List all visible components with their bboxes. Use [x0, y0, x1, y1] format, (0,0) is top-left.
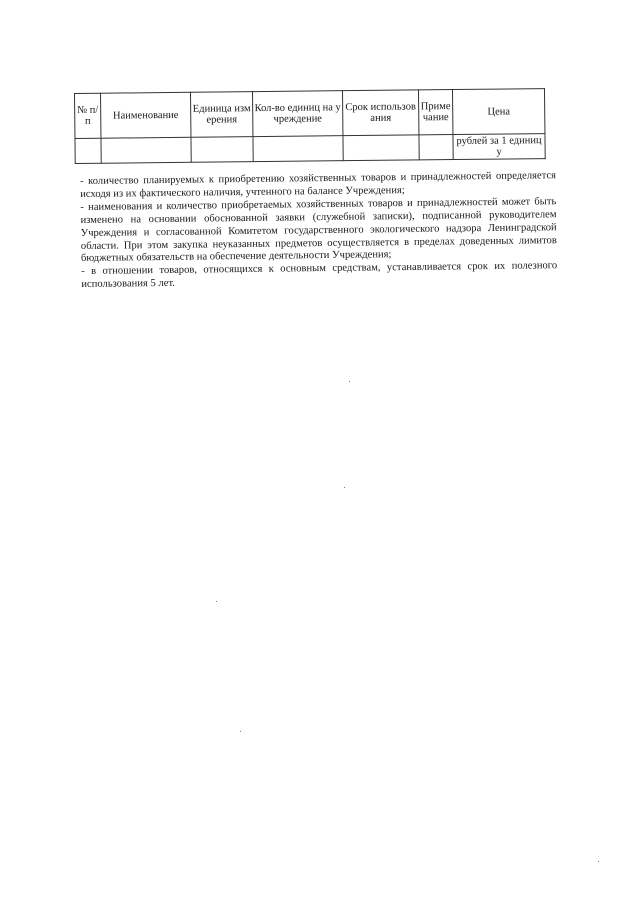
table-cell [419, 135, 453, 160]
header-term: Срок использования [342, 90, 418, 136]
header-price: Цена [452, 89, 544, 135]
table-row [75, 134, 545, 164]
paragraph-change-rule: - наименования и количество приобретаемых хозяйственных товаров и принадлежностей может быть изменено на основании обоснованной заявки (служебной записки), подписанной руководителем Учреждения и согласованной Комитетом государственного экологического надзора Ленинградской области. При этом закупка неуказанных предметов осуществляется в пределах доведенных лимитов бюджетных обязательств на обеспечение деятельности Учреждения; [80, 195, 557, 265]
goods-table [74, 88, 546, 164]
table-cell [253, 136, 343, 162]
scan-speck [598, 861, 599, 862]
body-text [80, 170, 557, 292]
table-cell [191, 137, 253, 163]
scan-speck [349, 381, 350, 382]
header-quantity: Кол-во единиц на учреждение [252, 91, 342, 137]
scan-speck [344, 487, 345, 488]
scan-speck [216, 601, 217, 602]
header-number: № п/п [75, 93, 101, 138]
table-header-row [75, 89, 545, 139]
table-cell [75, 138, 101, 163]
header-unit: Единица измерения [190, 92, 252, 138]
header-note: Примечание [418, 90, 452, 135]
table-cell [101, 137, 191, 163]
table-cell [343, 135, 419, 161]
header-name: Наименование [101, 92, 191, 138]
paragraph-fixed-assets-rule: - в отношении товаров, относящихся к основным средствам, устанавливается срок их полезного использования 5 лет. [81, 260, 558, 291]
scan-speck [240, 731, 241, 732]
table-cell-price-unit: рублей за 1 единицу [453, 134, 545, 160]
paragraph-quantity-rule: - количество планируемых к приобретению хозяйственных товаров и принадлежностей определяется исходя из их фактического наличия, учтенного на балансе Учреждения; [80, 170, 557, 200]
